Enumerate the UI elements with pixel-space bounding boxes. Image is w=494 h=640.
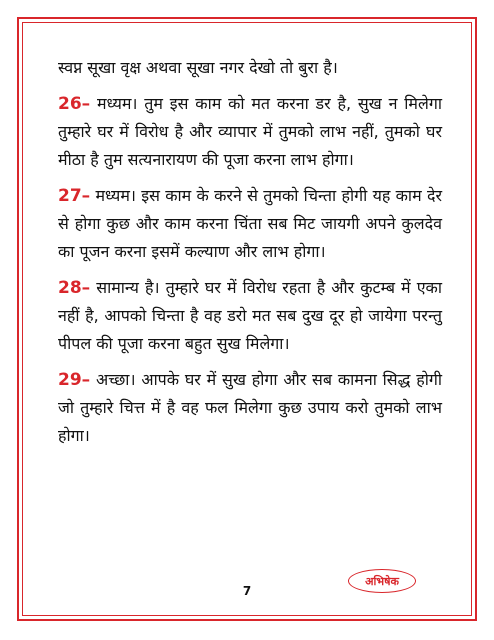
entry-text: अच्छा। आपके घर में सुख होगा और सब कामना सिद्ध होगी जो तुम्हारे चित्त में है वह फल मिलेगा कुछ उपाय करो तुमको लाभ होगा। <box>58 370 442 445</box>
page-number: 7 <box>242 584 252 598</box>
entry-28 <box>58 274 442 358</box>
page-content <box>58 54 442 458</box>
entry-27 <box>58 182 442 266</box>
entry-29 <box>58 366 442 450</box>
entry-number: 26– <box>58 94 91 114</box>
entry-26 <box>58 90 442 174</box>
entry-number: 27– <box>58 186 91 206</box>
entry-text: मध्यम। तुम इस काम को मत करना डर है, सुख न मिलेगा तुम्हारे घर में विरोध है और व्यापार में तुमको लाभ नहीं, तुमको घर मीठा है तुम सत्यनारायण की पूजा करना लाभ होगा। <box>58 94 442 169</box>
entry-text: सामान्य है। तुम्हारे घर में विरोध रहता है और कुटम्ब में एका नहीं है, आपको चिन्ता है वह डरो मत सब दुख दूर हो जायेगा परन्तु पीपल की पूजा करना बहुत सुख मिलेगा। <box>58 278 442 353</box>
author-badge: अभिषेक <box>348 569 416 593</box>
entry-number: 29– <box>58 370 91 390</box>
intro-paragraph: स्वप्न सूखा वृक्ष अथवा सूखा नगर देखो तो बुरा है। <box>58 58 338 77</box>
entry-number: 28– <box>58 278 91 298</box>
entry-text: मध्यम। इस काम के करने से तुमको चिन्ता होगी यह काम देर से होगा कुछ और काम करना चिंता सब मिट जायगी अपने कुलदेव का पूजन करना इसमें कल्याण और लाभ होगा। <box>58 186 442 261</box>
